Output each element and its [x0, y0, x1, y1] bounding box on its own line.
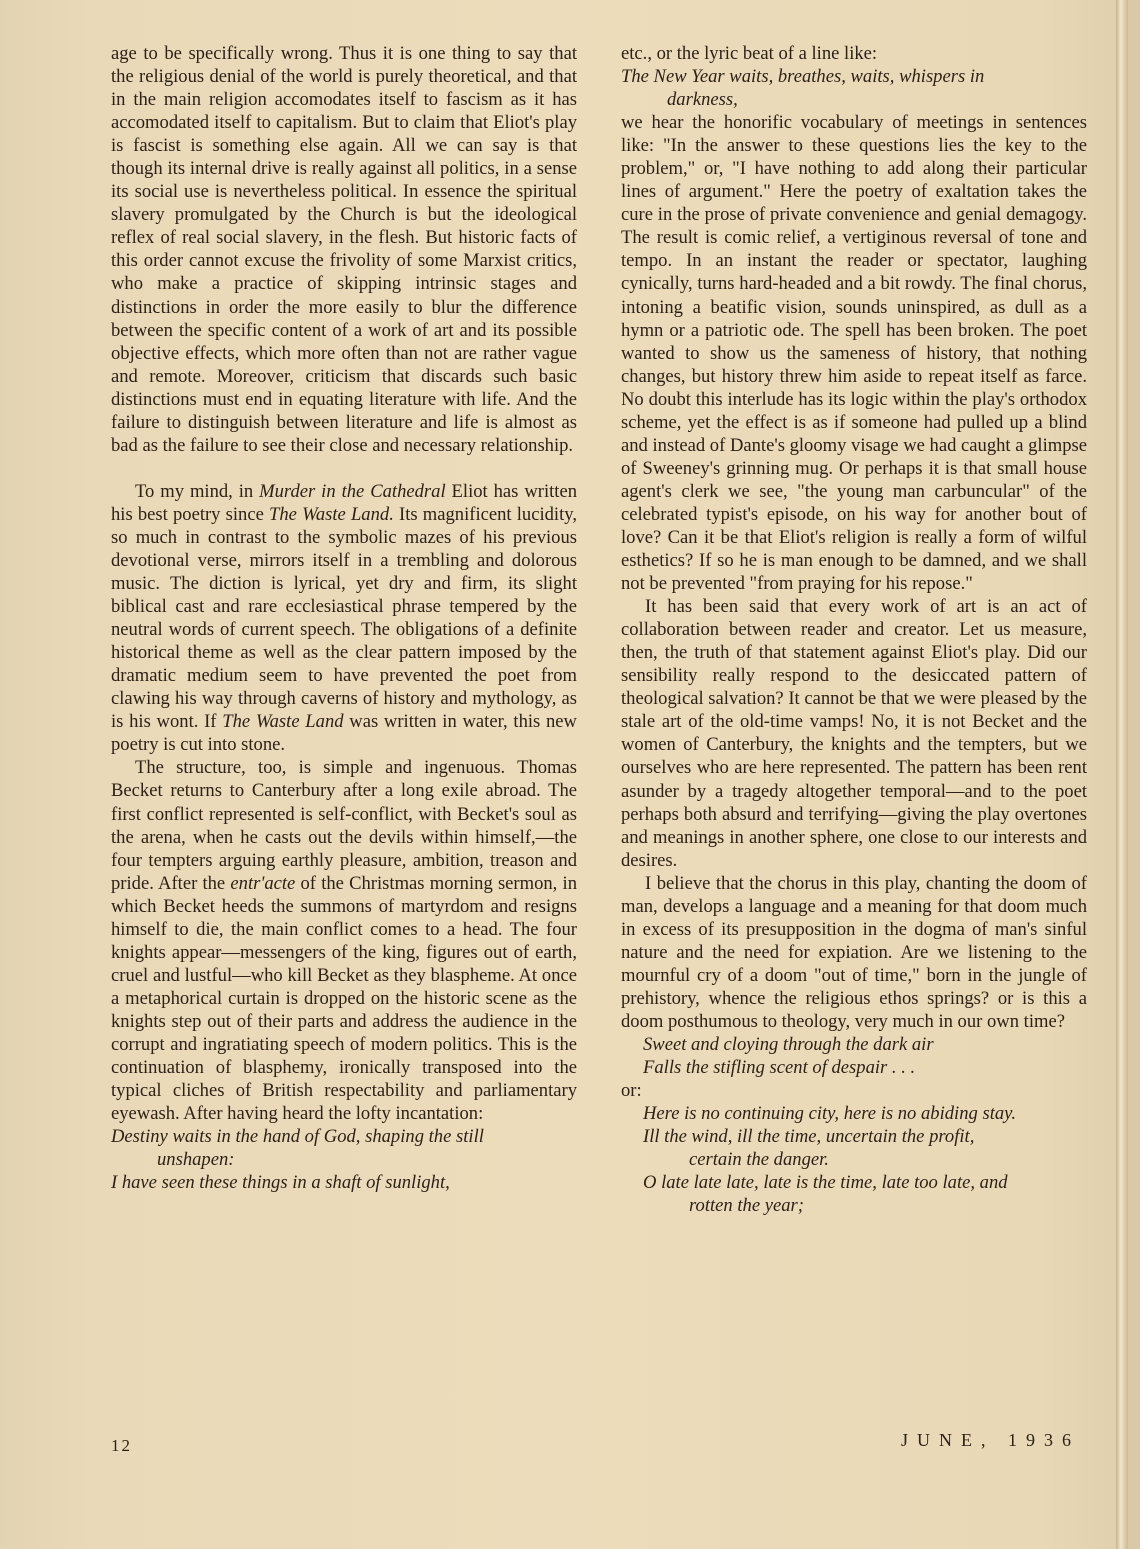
paragraph: I believe that the chorus in this play, chanting the doom of man, develops a language and a meaning for that doom much in excess of its presupposition in the dogma of man's sinful nature and the need for expiation. Are we listening to the mournful cry of a doom "out of time," born in the jungle of prehistory, whence the religious ethos springs? or is this a doom posthumous to theology, very much in our own time?	[621, 872, 1087, 1032]
left-column	[111, 42, 577, 1194]
verse-line: Destiny waits in the hand of God, shaping the still	[111, 1126, 484, 1148]
verse-line: I have seen these things in a shaft of sunlight,	[111, 1172, 450, 1194]
paragraph: It has been said that every work of art is an act of collaboration between reader and creator. Let us measure, then, the truth of that statement against Eliot's play. Did our sensibility really respond to the desiccated pattern of theological salvation? It cannot be that we were pleased by the stale art of the old-time vamps! No, it is not Becket and the women of Canterbury, the knights and the tempters, but we ourselves who are here represented. The pattern has been rent asunder by a tragedy altogether temporal—and to the poet perhaps both absurd and terrifying—giving the play overtones and meanings in another sphere, one close to our interests and desires.	[621, 596, 1087, 871]
page-edge	[1116, 0, 1128, 1549]
verse-line: darkness,	[667, 89, 738, 111]
verse-line: Here is no continuing city, here is no abiding stay.	[643, 1103, 1017, 1125]
issue-date: JUNE, 1936	[901, 1430, 1080, 1450]
paragraph	[111, 756, 577, 1125]
verse-line: rotten the year;	[689, 1195, 804, 1217]
foreign-term: entr'acte	[230, 872, 296, 894]
text-run: of the Christmas morning sermon, in which Becket heeds the summons of martyrdom and resigns himself to die, the main conflict comes to a head. The four knights appear—messengers of the king, figures out of earth, cruel and lustful—who kill Becket as they blaspheme. At once a metaphorical curtain is dropped on the historic scene as the knights step out of their parts and address the audience in the corrupt and ingratiating speech of modern politics. This is the continuation of blasphemy, ironically transposed into the typical cliches of British respectability and parliamentary eyewash. After having heard the lofty incantation:	[111, 872, 577, 1125]
verse-quote	[111, 1125, 577, 1194]
text-run: Eliot has written his best poetry since	[111, 480, 577, 525]
paragraph: age to be specifically wrong. Thus it is one thing to say that the religious denial of the world is purely theoretical, and that in the main religion accomodates itself to fascism as it has accomodated itself to capitalism. But to claim that Eliot's play is fascist is something else again. All we can say is that though its internal drive is really against all politics, in a sense its social use is nevertheless political. In essence the spiritual slavery promulgated by the Church is but the ideological reflex of real social slavery, in the flesh. But historic facts of this order cannot excuse the frivolity of some Marxist critics, who make a practice of skipping intrinsic stages and distinctions in order the more easily to blur the difference between the specific content of a work of art and its possible objective effects, which more often than not are rather vague and remote. Moreover, criticism that discards such basic distinctions must end in equating literature with life. And the failure to distinguish between literature and life is almost as bad as the failure to see their close and necessary relationship.	[111, 43, 577, 456]
verse-line: Ill the wind, ill the time, uncertain the profit,	[643, 1126, 975, 1148]
paragraph: we hear the honorific vocabulary of meetings in sentences like: "In the answer to these questions lies the key to the problem," or, "I have nothing to add along their particular lines of argument." Here the poetry of exaltation takes the cure in the prose of private convenience and genial demagogy. The result is comic relief, a vertiginous reversal of tone and tempo. In an instant the reader or spectator, laughing cynically, turns hard-headed and a bit rowdy. The final chorus, intoning a beatific vision, sounds uninspired, as dull as a hymn or a patriotic ode. The spell has been broken. The poet wanted to show us the sameness of history, that nothing changes, but history threw him aside to repeat itself as farce. No doubt this interlude has its logic within the play's orthodox scheme, yet the effect is as if someone had pulled up a blind and instead of Dante's gloomy visage we had caught a glimpse of Sweeney's grinning mug. Or perhaps it is that small house agent's clerk we see, "the young man carbuncular" of the celebrated typist's episode, on his way for another bout of love? Can it be that Eliot's religion is really a form of wilful esthetics? If so he is man enough to be damned, and we shall not be prevented "from praying for his repose."	[621, 112, 1088, 595]
work-title: The Waste Land	[222, 711, 344, 733]
verse-line: unshapen:	[157, 1149, 235, 1171]
verse-line: certain the danger.	[689, 1149, 829, 1171]
connector-label: or:	[621, 1080, 642, 1102]
verse-line: O late late late, late is the time, late too late, and	[643, 1172, 1008, 1194]
right-column	[621, 42, 1087, 1217]
page-number: 12	[111, 1436, 132, 1455]
verse-line: The New Year waits, breathes, waits, whispers in	[621, 66, 985, 88]
paragraph: etc., or the lyric beat of a line like:	[621, 43, 878, 64]
section-gap	[111, 457, 577, 480]
verse-line: Sweet and cloying through the dark air	[643, 1034, 934, 1056]
text-run: The structure, too, is simple and ingenuous. Thomas Becket returns to Canterbury after a long exile abroad. The first conflict represented is self-conflict, with Becket's soul as the arena, when he casts out the devils within himself,—the four tempters arguing earthly pleasure, ambition, treason and pride. After the	[111, 757, 577, 894]
text-run: To my mind, in	[135, 480, 260, 502]
verse-quote	[621, 65, 1087, 111]
verse-quote	[621, 1033, 1087, 1079]
text-run: Its magnificent lucidity, so much in contrast to the symbolic mazes of his previous devotional verse, mirrors itself in a trembling and dolorous music. The diction is lyrical, yet dry and firm, its slight biblical cast and rare ecclesiastical phrase tempered by the neutral words of current speech. The obligations of a definite historical theme as well as the clear pattern imposed by the dramatic medium seem to have prevented the poet from clawing his way through caverns of history and mythology, as is his wont. If	[111, 503, 577, 733]
work-title: Murder in the Cathedral	[259, 480, 446, 502]
paragraph	[111, 480, 577, 757]
verse-quote	[621, 1102, 1087, 1217]
verse-line: Falls the stifling scent of despair . . .	[643, 1057, 916, 1079]
text-run: was written in water, this new poetry is cut into stone.	[111, 711, 577, 756]
work-title: The Waste Land.	[269, 503, 394, 525]
